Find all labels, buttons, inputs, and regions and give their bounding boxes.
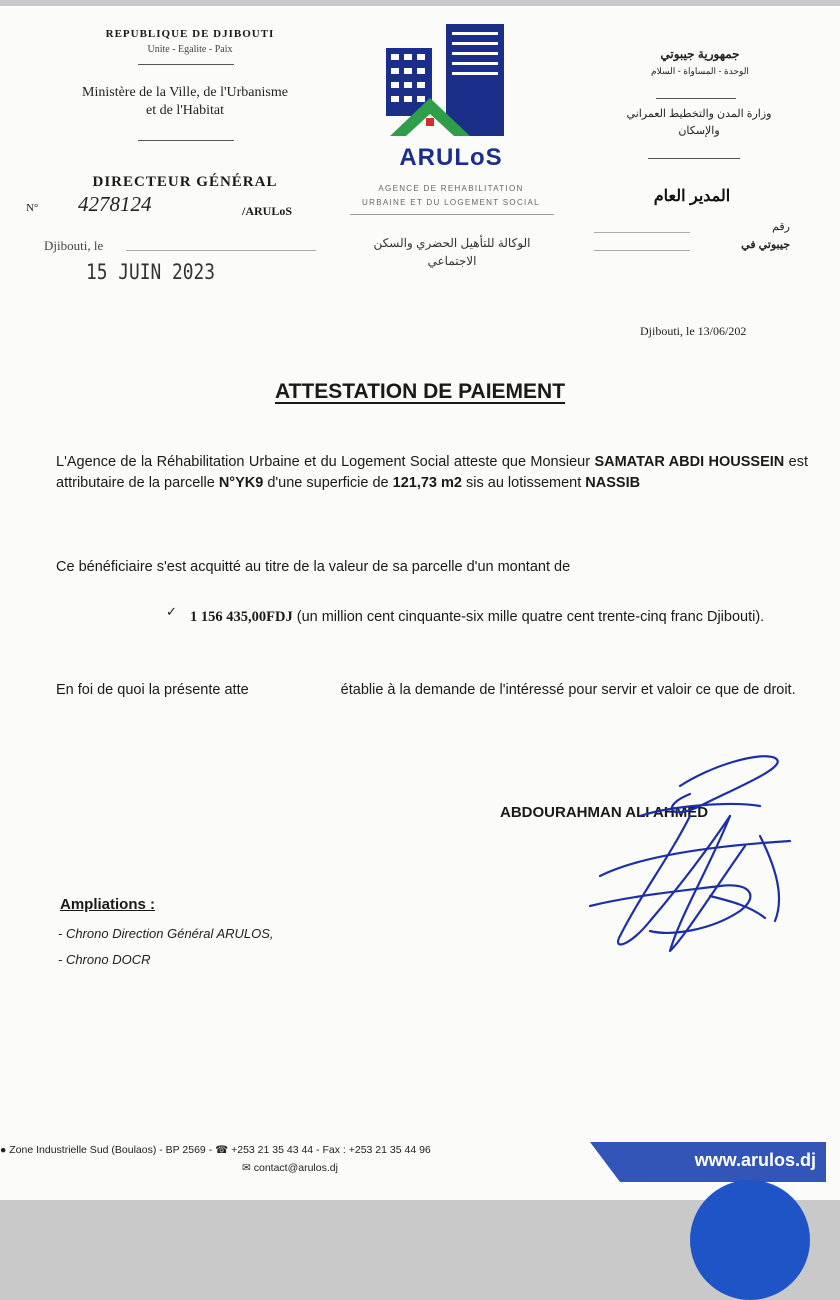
motto-arabic: الوحدة - المساواة - السلام <box>651 66 749 76</box>
agency-arabic-line-2: الاجتماعي <box>427 254 477 268</box>
stamped-date: 15 JUIN 2023 <box>86 260 215 284</box>
reference-number-label: N° <box>26 202 39 214</box>
document-page <box>0 6 840 1200</box>
agency-line-1: AGENCE DE REHABILITATION <box>378 184 524 193</box>
parcel-number: N°YK9 <box>218 475 264 491</box>
amount-in-words: (un million cent cinquante-six mille quatre cent trente-cinq franc Djibouti). <box>292 609 765 625</box>
floating-action-button[interactable] <box>690 1180 810 1300</box>
footer-email: ✉ contact@arulos.dj <box>242 1162 338 1174</box>
agency-arabic-line-1: الوكالة للتأهيل الحضري والسكن <box>373 236 531 250</box>
document-title <box>0 380 840 404</box>
closing-text-end: établie à la demande de l'intéressé pour servir et valoir ce que de droit. <box>340 682 796 698</box>
document-date: Djibouti, le 13/06/202 <box>640 324 747 338</box>
paragraph-text: est attributaire de la parcelle <box>56 454 808 491</box>
divider <box>138 140 234 141</box>
closing-paragraph <box>56 680 808 701</box>
ampliation-item: - Chrono Direction Général ARULOS, <box>58 926 274 941</box>
ministry-arabic-line-2: والإسكان <box>678 125 720 137</box>
reference-number-handwritten: 4278124 <box>78 192 152 216</box>
amount-figure: 1 156 435,00FDJ <box>190 609 293 625</box>
divider <box>656 98 736 99</box>
arulos-logo <box>386 24 520 146</box>
beneficiary-name: SAMATAR ABDI HOUSSEIN <box>594 454 785 470</box>
footer-address-text: Zone Industrielle Sud (Boulaos) - BP 2569 - ☎ +253 21 35 43 44 - Fax : +253 21 35 44 96 <box>9 1144 431 1156</box>
ampliations-heading: Ampliations : <box>60 896 156 913</box>
divider <box>138 64 234 65</box>
attestation-paragraph <box>56 452 808 494</box>
ministry-arabic-line-1: وزارة المدن والتخطيط العمراني <box>626 108 772 120</box>
director-general-arabic: المدير العام <box>653 188 731 205</box>
divider <box>648 158 740 159</box>
parcel-area: 121,73 m2 <box>392 475 462 491</box>
place-label-arabic: جيبوتي في <box>741 239 790 251</box>
paragraph-text: L'Agence de la Réhabilitation Urbaine et du Logement Social atteste que Monsieur <box>56 454 591 470</box>
agency-name <box>342 182 560 210</box>
location-pin-icon: ● <box>0 1144 7 1156</box>
brand-name: ARULoS <box>399 144 503 171</box>
dotted-line <box>126 250 316 251</box>
ministry-line-1: Ministère de la Ville, de l'Urbanisme <box>82 85 288 100</box>
agency-line-2: URBAINE ET DU LOGEMENT SOCIAL <box>362 198 540 207</box>
director-general-heading: DIRECTEUR GÉNÉRAL <box>92 174 278 190</box>
number-label-arabic: رقم <box>772 221 790 233</box>
document-title-text: ATTESTATION DE PAIEMENT <box>274 380 566 403</box>
paragraph-text: d'une superficie de <box>263 475 393 491</box>
divider <box>350 214 554 215</box>
closing-text-start: En foi de quoi la présente atte <box>56 682 249 698</box>
reference-number-suffix: /ARULoS <box>242 204 293 218</box>
republic-motto: Unite - Egalite - Paix <box>147 44 233 55</box>
payment-paragraph: Ce bénéficiaire s'est acquitté au titre de la valeur de sa parcelle d'un montant de <box>56 559 571 575</box>
place-label: Djibouti, le <box>44 238 104 253</box>
check-icon: ✓ <box>166 604 177 619</box>
republic-arabic: جمهورية جيبوتي <box>660 47 740 61</box>
amount-paragraph <box>190 607 808 628</box>
ministry-name-arabic <box>594 106 804 140</box>
handwritten-signature <box>560 746 820 966</box>
paragraph-text: sis au lotissement <box>461 475 586 491</box>
signatory-name: ABDOURAHMAN ALI AHMED <box>500 804 709 821</box>
ministry-name <box>30 84 340 120</box>
website-url: www.arulos.dj <box>694 1150 816 1170</box>
agency-name-arabic <box>346 234 558 270</box>
dotted-line <box>594 232 690 233</box>
republic-heading-arabic <box>600 46 800 80</box>
ministry-line-2: et de l'Habitat <box>146 103 224 118</box>
ampliation-item: - Chrono DOCR <box>58 952 151 967</box>
footer-address <box>0 1144 580 1156</box>
dotted-line <box>594 250 690 251</box>
republic-heading: REPUBLIQUE DE DJIBOUTI <box>105 28 275 40</box>
lot-name: NASSIB <box>585 475 641 491</box>
